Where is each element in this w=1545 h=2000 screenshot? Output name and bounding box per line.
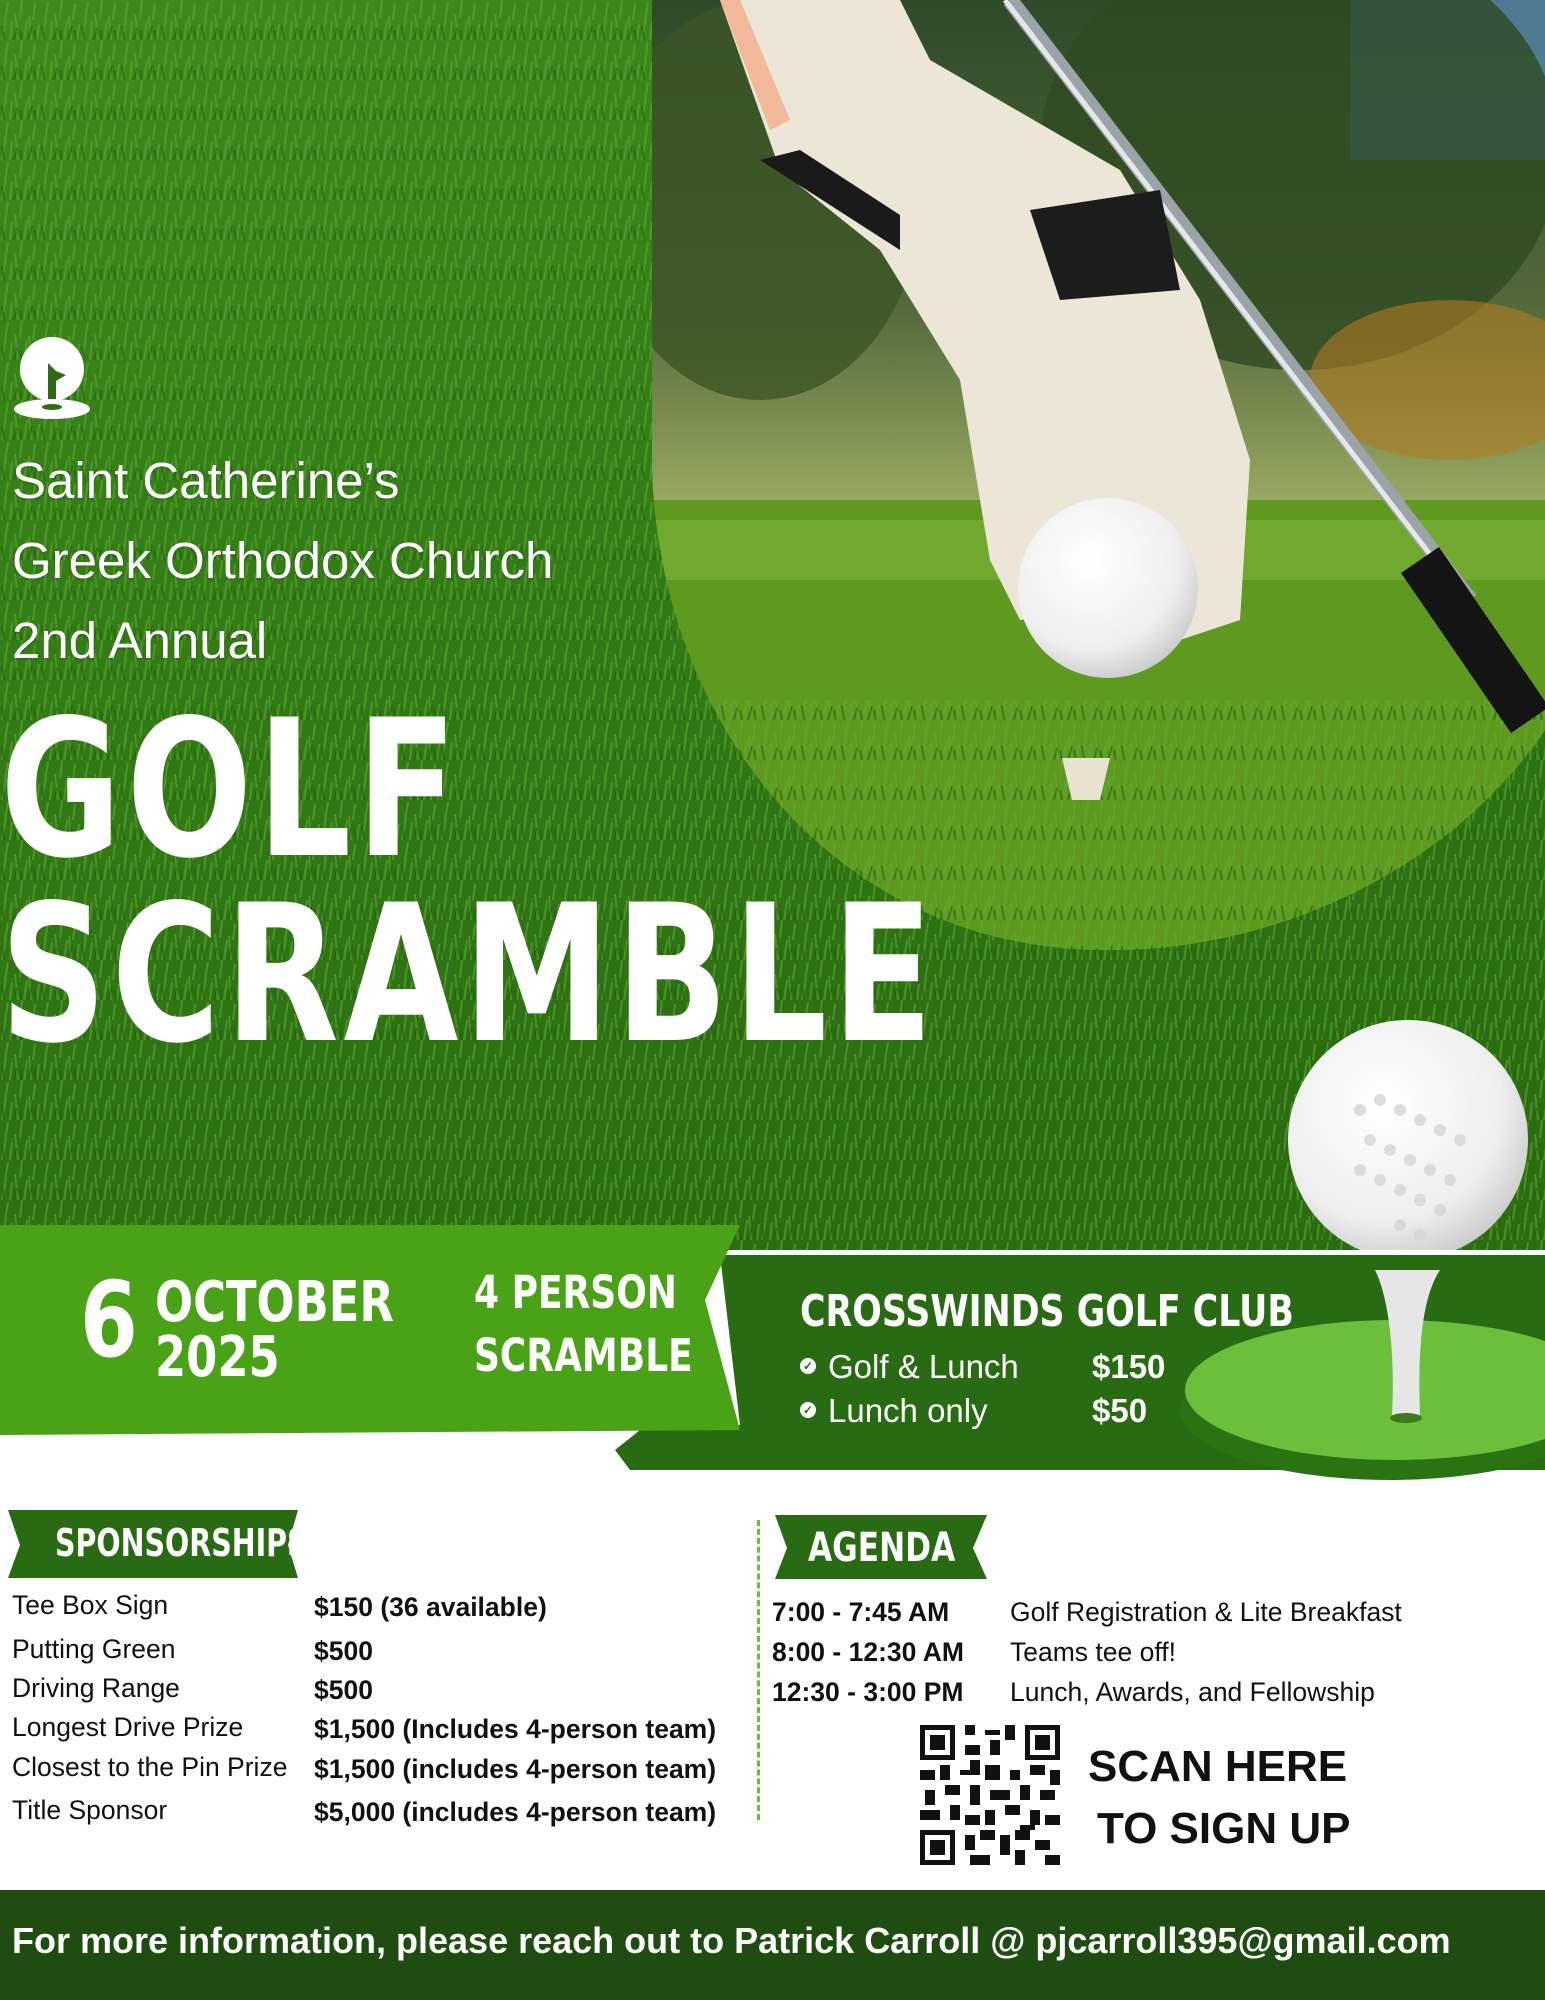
event-day: 6 [80,1259,138,1381]
sponsorship-name: Title Sponsor [12,1795,168,1825]
sponsorship-name: Tee Box Sign [12,1590,169,1620]
sponsorship-price: $150 (36 available) [314,1592,547,1622]
format-line-1: 4 PERSON [474,1266,677,1319]
sponsorship-name: Putting Green [12,1634,176,1664]
section-divider [757,1520,760,1820]
title-golf: GOLF [0,679,463,900]
contact-info-text: For more information, please reach out to Patrick Carroll @ pjcarroll395@gmail.com [12,1920,1451,1961]
sponsorship-row [12,1673,752,1713]
price-option-label: Lunch only [828,1392,988,1429]
qr-code-icon[interactable] [920,1725,1060,1865]
sponsorship-price: $500 [314,1675,373,1705]
sponsorship-name: Longest Drive Prize [12,1712,244,1742]
church-golf-logo-icon [12,335,96,421]
price-option-row [800,1392,1180,1432]
agenda-row [772,1597,1512,1637]
agenda-row [772,1677,1512,1717]
agenda-time: 12:30 - 3:00 PM [772,1677,964,1707]
title-scramble: SCRAMBLE [0,864,938,1085]
sponsorship-price: $1,500 (includes 4-person team) [314,1754,717,1784]
price-option-value: $50 [1092,1392,1148,1429]
scan-here-text: SCAN HERE [1088,1742,1348,1791]
agenda-description: Teams tee off! [1010,1637,1176,1667]
agenda-description: Golf Registration & Lite Breakfast [1010,1597,1402,1627]
event-edition: 2nd Annual [12,612,268,669]
sponsorship-row [12,1752,752,1792]
sign-up-text: TO SIGN UP [1097,1804,1351,1853]
footer-bar [0,1890,1545,2000]
event-month: OCTOBER [155,1270,394,1335]
event-year: 2025 [155,1325,280,1390]
sponsorship-price: $5,000 (includes 4-person team) [314,1797,717,1827]
sponsorship-price: $1,500 (Includes 4-person team) [314,1714,717,1744]
agenda-row [772,1637,1512,1677]
price-option-value: $150 [1092,1348,1166,1385]
check-circle-icon: ✓ [800,1402,816,1418]
sponsorships-heading: SPONSORSHIPS [55,1521,308,1565]
agenda-time: 8:00 - 12:30 AM [772,1637,964,1667]
sponsorship-row [12,1634,752,1674]
agenda-time: 7:00 - 7:45 AM [772,1597,950,1627]
format-line-2: SCRAMBLE [474,1329,693,1382]
agenda-heading: AGENDA [808,1525,956,1571]
sponsorship-row [12,1590,752,1630]
check-circle-icon: ✓ [800,1358,816,1374]
sponsorship-price: $500 [314,1636,373,1666]
church-name-line-1: Saint Catherine’s [12,452,400,509]
sponsorship-row [12,1712,752,1752]
sponsorship-name: Closest to the Pin Prize [12,1752,288,1782]
venue-name: CROSSWINDS GOLF CLUB [800,1286,1294,1337]
sponsorship-name: Driving Range [12,1673,180,1703]
price-option-row [800,1348,1180,1388]
agenda-description: Lunch, Awards, and Fellowship [1010,1677,1375,1707]
price-option-label: Golf & Lunch [828,1348,1019,1385]
sponsorship-row [12,1795,752,1835]
church-name-line-2: Greek Orthodox Church [12,532,554,589]
